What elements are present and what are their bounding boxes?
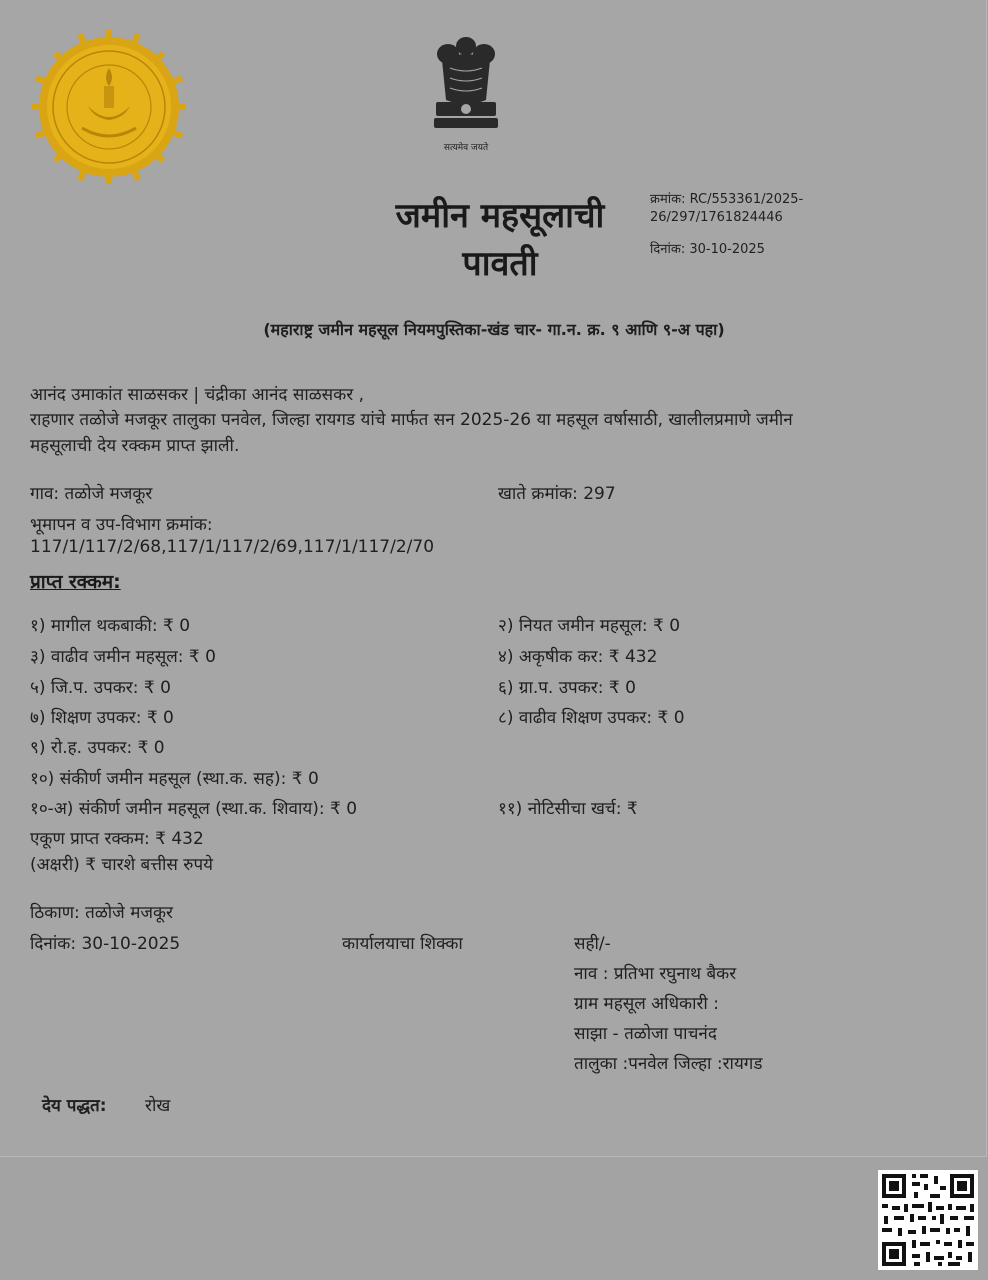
payment-mode-label: देय पद्धत:: [42, 1096, 107, 1116]
amount-item: ७) शिक्षण उपकर: ₹ 0: [30, 708, 174, 728]
receipt-number: क्रमांक: RC/553361/2025-: [650, 192, 804, 207]
intro-line-3: महसूलाची देय रक्कम प्राप्त झाली.: [30, 436, 240, 456]
receipt-date: दिनांक: 30-10-2025: [650, 242, 765, 257]
survey-label: भूमापन व उप-विभाग क्रमांक:: [30, 515, 213, 535]
title-line-1: जमीन महसूलाची: [395, 196, 605, 236]
amount-item: ८) वाढीव शिक्षण उपकर: ₹ 0: [498, 708, 685, 728]
intro-line-2: राहणार तळोजे मजकूर तालुका पनवेल, जिल्हा रायगड यांचे मार्फत सन 2025-26 या महसूल वर्षासाठी, खालीलप्रमाणे जमीन: [30, 410, 793, 430]
office-seal-label: कार्यालयाचा शिक्का: [342, 934, 463, 954]
amount-item: १) मागील थकबाकी: ₹ 0: [30, 616, 191, 636]
amount-item: १०) संकीर्ण जमीन महसूल (स्था.क. सह): ₹ 0: [30, 769, 319, 789]
taluka-district: तालुका :पनवेल जिल्हा :रायगड: [574, 1054, 763, 1074]
officer-name: नाव : प्रतिभा रघुनाथ बैकर: [574, 964, 737, 984]
qr-code-icon: [878, 1170, 978, 1270]
title-line-2: पावती: [462, 244, 538, 284]
page-title: [340, 192, 660, 288]
amount-item: ३) वाढीव जमीन महसूल: ₹ 0: [30, 647, 216, 667]
saja: साझा - तळोजा पाचनंद: [574, 1024, 717, 1044]
payment-mode-value: रोख: [145, 1096, 171, 1116]
amount-item: १०-अ) संकीर्ण जमीन महसूल (स्था.क. शिवाय): ₹ 0: [30, 799, 358, 819]
received-amount-heading: प्राप्त रक्कम:: [30, 571, 121, 593]
amount-item: ५) जि.प. उपकर: ₹ 0: [30, 678, 171, 698]
signature-label: सही/-: [574, 934, 611, 954]
payer-names: आनंद उमाकांत साळसकर | चंद्रीका आनंद साळसकर ,: [30, 385, 364, 405]
footer-date: दिनांक: 30-10-2025: [30, 934, 181, 954]
amount-item: ६) ग्रा.प. उपकर: ₹ 0: [498, 678, 636, 698]
survey-numbers: 117/1/117/2/68,117/1/117/2/69,117/1/117/2/70: [30, 537, 435, 557]
amount-item: २) नियत जमीन महसूल: ₹ 0: [498, 616, 681, 636]
officer-title: ग्राम महसूल अधिकारी :: [574, 994, 719, 1014]
total-amount: एकूण प्राप्त रक्कम: ₹ 432: [30, 829, 204, 849]
place: ठिकाण: तळोजे मजकूर: [30, 903, 173, 923]
national-emblem-logo: [428, 34, 504, 138]
motto-text: सत्यमेव जयते: [443, 143, 489, 153]
maharashtra-seal-logo: [30, 28, 188, 186]
village: गाव: तळोजे मजकूर: [30, 484, 153, 504]
amount-item: ४) अकृषीक कर: ₹ 432: [498, 647, 658, 667]
subtitle: (महाराष्ट्र जमीन महसूल नियमपुस्तिका-खंड चार- गा.न. क्र. ९ आणि ९-अ पहा): [263, 320, 725, 339]
amount-item: ९) रो.ह. उपकर: ₹ 0: [30, 738, 165, 758]
receipt-number-continued: 26/297/1761824446: [650, 210, 783, 225]
amount-item: ११) नोटिसीचा खर्च: ₹: [498, 799, 638, 819]
account-number: खाते क्रमांक: 297: [498, 484, 616, 504]
amount-in-words: (अक्षरी) ₹ चारशे बत्तीस रुपये: [30, 855, 213, 875]
